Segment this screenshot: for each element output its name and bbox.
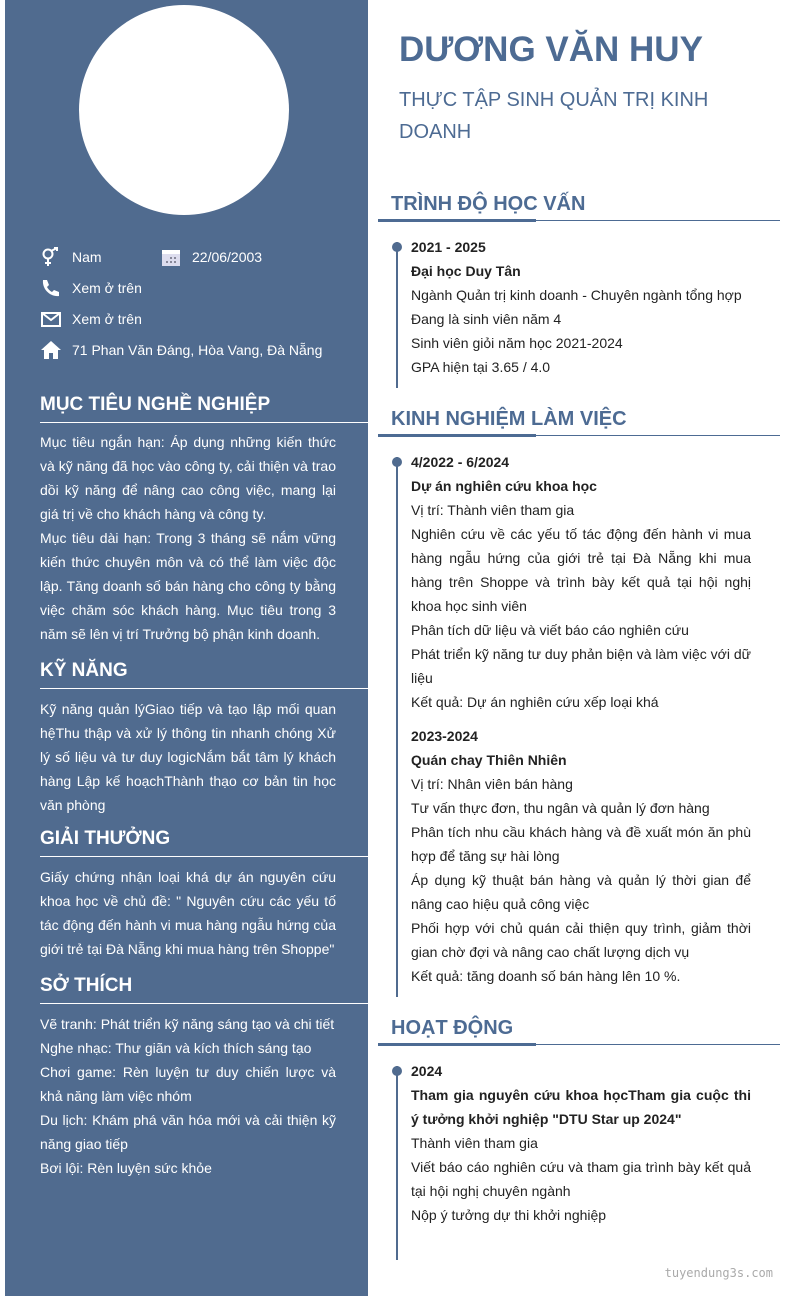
gender-icon	[40, 247, 62, 267]
email-row	[40, 309, 142, 329]
hobby-item: Vẽ tranh: Phát triển kỹ năng sáng tạo và chi tiết	[40, 1016, 335, 1032]
experience-timeline	[396, 457, 400, 997]
experience-heading: KINH NGHIỆM LÀM VIỆC	[378, 408, 780, 436]
activities-timeline	[396, 1066, 400, 1260]
email-icon	[40, 309, 62, 329]
skills-text: Kỹ năng quản lýGiao tiếp và tạo lập mối quan hệThu thập và xử lý thông tin nhanh chóng Xử lý số liệu và tư duy logicNắm bắt tâm lý khách hàng Lập kế hoạchThành thạo cơ bản tin học văn phòng	[40, 701, 336, 813]
hobby-item: Nghe nhạc: Thư giãn và kích thích sáng tạo	[40, 1040, 312, 1056]
hobbies-heading: SỞ THÍCH	[40, 975, 368, 1004]
education-timeline	[396, 242, 400, 388]
objective-heading: MỤC TIÊU NGHỀ NGHIỆP	[40, 394, 368, 423]
address-text: 71 Phan Văn Đáng, Hòa Vang, Đà Nẵng	[72, 342, 323, 358]
birthday-text: 22/06/2003	[192, 249, 263, 265]
avatar	[79, 5, 289, 215]
awards-text: Giấy chứng nhận loại khá dự án nguyên cứu khoa học về chủ đề: " Nguyên cứu các yếu tố tác động đến hành vi mua hàng ngẫu hứng của giới trẻ tại Đà Nẵng khi mua hàng trên Shoppe"	[40, 869, 336, 957]
home-icon	[40, 340, 62, 360]
phone-row	[40, 278, 142, 298]
calendar-icon	[160, 247, 182, 267]
hobby-item: Du lịch: Khám phá văn hóa mới và cải thiện kỹ năng giao tiếp	[40, 1112, 336, 1152]
awards-heading: GIẢI THƯỞNG	[40, 828, 368, 857]
education-item: 2021 - 2025 Đại học Duy Tân Ngành Quản trị kinh doanh - Chuyên ngành tổng hợp Đang là sinh viên năm 4 Sinh viên giỏi năm học 2021-2024 GPA hiện tại 3.65 / 4.0	[411, 239, 742, 375]
watermark: tuyendung3s.com	[664, 1266, 773, 1280]
objective-text: Mục tiêu ngắn hạn: Áp dụng những kiến thức và kỹ năng đã học vào công ty, cải thiện và trao dồi kỹ năng để nâng cao công việc, mang lại giá trị về cho khách hàng và công ty. Mục tiêu dài hạn: Trong 3 tháng sẽ nắm vững kiến thức chuyên môn và có thể làm việc độc lập. Tăng doanh số bán hàng cho công ty bằng việc chăm sóc khách hàng. Mục tiêu trong 3 năm sẽ lên vị trí Trưởng bộ phận kinh doanh.	[40, 434, 336, 642]
activities-heading: HOẠT ĐỘNG	[378, 1017, 780, 1045]
skills-heading: KỸ NĂNG	[40, 660, 368, 689]
education-heading: TRÌNH ĐỘ HỌC VẤN	[378, 193, 780, 221]
candidate-name: DƯƠNG VĂN HUY	[399, 30, 703, 69]
experience-item: 4/2022 - 6/2024 Dự án nghiên cứu khoa học Vị trí: Thành viên tham gia Nghiên cứu về các yếu tố tác động đến hành vi mua hàng ngẫu hứng của giới trẻ tại Đà Nẵng khi mua hàng trên Shoppe và trình bày kết quả tại hội nghị khoa học sinh viên Phân tích dữ liệu và viết báo cáo nghiên cứu Phát triển kỹ năng tư duy phản biện và làm việc với dữ liệu Kết quả: Dự án nghiên cứu xếp loại khá	[411, 454, 751, 710]
hobbies-list	[40, 1012, 336, 1180]
gender-row	[40, 247, 102, 267]
address-row	[40, 340, 322, 360]
gender-text: Nam	[72, 249, 102, 265]
email-text: Xem ở trên	[72, 311, 142, 327]
phone-icon	[40, 278, 62, 298]
job-title: THỰC TẬP SINH QUẢN TRỊ KINH DOANH	[399, 89, 709, 143]
activity-item: 2024 Tham gia nguyên cứu khoa họcTham gia cuộc thi ý tưởng khởi nghiệp "DTU Star up 2024" Thành viên tham gia Viết báo cáo nghiên cứu và tham gia trình bày kết quả tại hội nghị chuyên ngành Nộp ý tưởng dự thi khởi nghiệp	[411, 1063, 751, 1223]
experience-item: 2023-2024 Quán chay Thiên Nhiên Vị trí: Nhân viên bán hàng Tư vấn thực đơn, thu ngân và quản lý đơn hàng Phân tích nhu cầu khách hàng và đề xuất món ăn phù hợp để tăng sự hài lòng Áp dụng kỹ thuật bán hàng và quản lý thời gian để nâng cao hiệu quả công việc Phối hợp với chủ quán cải thiện quy trình, giảm thời gian chờ đợi và nâng cao chất lượng dịch vụ Kết quả: tăng doanh số bán hàng lên 10 %.	[411, 728, 751, 984]
birthday-row	[160, 247, 262, 267]
sidebar	[5, 0, 368, 1296]
phone-text: Xem ở trên	[72, 280, 142, 296]
hobby-item: Bơi lội: Rèn luyện sức khỏe	[40, 1160, 212, 1176]
hobby-item: Chơi game: Rèn luyện tư duy chiến lược và khả năng làm việc nhóm	[40, 1064, 336, 1104]
